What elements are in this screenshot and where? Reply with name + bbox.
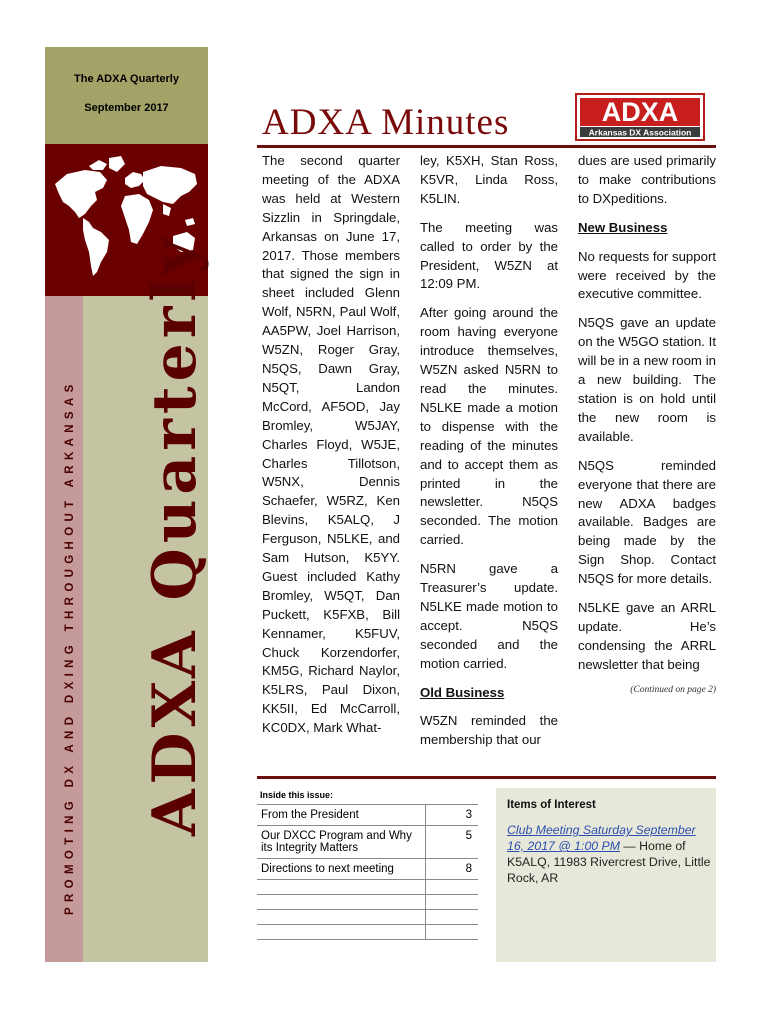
article-column-3 bbox=[578, 152, 716, 700]
paragraph: N5LKE gave an ARRL update. He’s condensing the ARRL newsletter that being bbox=[578, 600, 716, 672]
adxa-logo bbox=[575, 93, 705, 141]
paragraph: No requests for support were received by the executive committee. bbox=[578, 248, 716, 302]
table-row[interactable] bbox=[257, 805, 478, 826]
article-title: ADXA Minutes bbox=[262, 102, 510, 143]
table-row[interactable] bbox=[257, 859, 478, 880]
masthead-box bbox=[45, 47, 208, 144]
svg-text:ADXA: ADXA bbox=[601, 97, 679, 127]
toc-page: 5 bbox=[426, 826, 479, 859]
section-rule bbox=[257, 776, 716, 779]
toc-page: 8 bbox=[426, 859, 479, 880]
publication-name: The ADXA Quarterly bbox=[74, 73, 179, 85]
paragraph: The meeting was called to order by the President, W5ZN at 12:09 PM. bbox=[420, 219, 558, 292]
table-row[interactable] bbox=[257, 826, 478, 859]
tagline: PROMOTING DX AND DXING THROUGHOUT ARKANSAS bbox=[64, 379, 76, 915]
table-row-empty bbox=[257, 880, 478, 895]
table-row-empty bbox=[257, 910, 478, 925]
article-column-1 bbox=[262, 152, 400, 748]
inside-label: Inside this issue: bbox=[260, 790, 334, 800]
interest-body bbox=[507, 822, 712, 886]
paragraph: The second quarter meeting of the ADXA was held at Western Sizzlin in Springdale, Arkansas on June 17, 2017. Those members that signed the sign in sheet included Glenn Wolf, N5RN, Paul Wolf, AA5PW, Joel Harrison, W5ZN, Roger Gray, N5QS, Dawn Gray, N5QT, Landon McCord, AF5OD, Jay Bromley, W5JAY, Charles Floyd, W5JE, Charles Tillotson, W5NX, Dennis Schaefer, W5RZ, Ken Blevins, K5ALQ, J Ferguson, N5LKE, and Sam Hutson, K5YY. Guest included Kathy Bromley, W5QT, Dan Puckett, K5FXB, Bill Kennamer, K5FUV, Chuck Korzendorfer, KM5G, Richard Naylor, K5LRS, Paul Dixon, KK5II, Ed McCarroll, KC0DX, Mark What- bbox=[262, 153, 400, 736]
svg-text:Arkansas DX Association: Arkansas DX Association bbox=[588, 127, 692, 138]
paragraph: dues are used primarily to make contributions to DXpeditions. bbox=[578, 153, 716, 206]
paragraph: After going around the room having everyone introduce themselves, W5ZN asked N5RN to read the minutes. N5LKE made a motion to dispense with the reading of the minutes and to accept them as printed in the newsletter. N5QS seconded. The motion carried. bbox=[420, 305, 558, 548]
table-row-empty bbox=[257, 925, 478, 940]
paragraph: N5RN gave a Treasurer’s update. N5LKE made motion to accept. N5QS seconded and the motion carried. bbox=[420, 561, 558, 671]
paragraph: W5ZN reminded the membership that our bbox=[420, 713, 558, 748]
table-row-empty bbox=[257, 895, 478, 910]
toc-title: From the President bbox=[257, 805, 426, 826]
new-business-heading: New Business bbox=[578, 219, 668, 235]
interest-heading: Items of Interest bbox=[507, 799, 596, 811]
old-business-heading: Old Business bbox=[420, 684, 505, 700]
vertical-title: ADXA Quarterly bbox=[140, 234, 210, 836]
toc-title: Directions to next meeting bbox=[257, 859, 426, 880]
items-of-interest-box bbox=[496, 788, 716, 962]
issue-date: September 2017 bbox=[84, 102, 169, 114]
paragraph: ley, K5XH, Stan Ross, K5VR, Linda Ross, K5LIN. bbox=[420, 153, 558, 206]
paragraph: N5QS reminded everyone that there are new ADXA badges available. Badges are being made by the Sign Shop. Contact N5QS for more details. bbox=[578, 457, 716, 587]
header-rule bbox=[257, 145, 716, 148]
continued-note: (Continued on page 2) bbox=[630, 684, 716, 695]
inside-table bbox=[257, 804, 478, 940]
toc-page: 3 bbox=[426, 805, 479, 826]
meeting-details: — Home of K5ALQ, 11983 Rivercrest Drive, Little Rock, AR bbox=[507, 839, 711, 885]
paragraph: N5QS gave an update on the W5GO station. It will be in a new room in a new building. The station is on hold until the new room is available. bbox=[578, 315, 716, 444]
toc-title: Our DXCC Program and Why its Integrity Matters bbox=[257, 826, 426, 859]
article-column-2 bbox=[420, 152, 558, 760]
meeting-link[interactable]: Club Meeting Saturday September 16, 2017 @ 1:00 PM bbox=[507, 823, 696, 853]
